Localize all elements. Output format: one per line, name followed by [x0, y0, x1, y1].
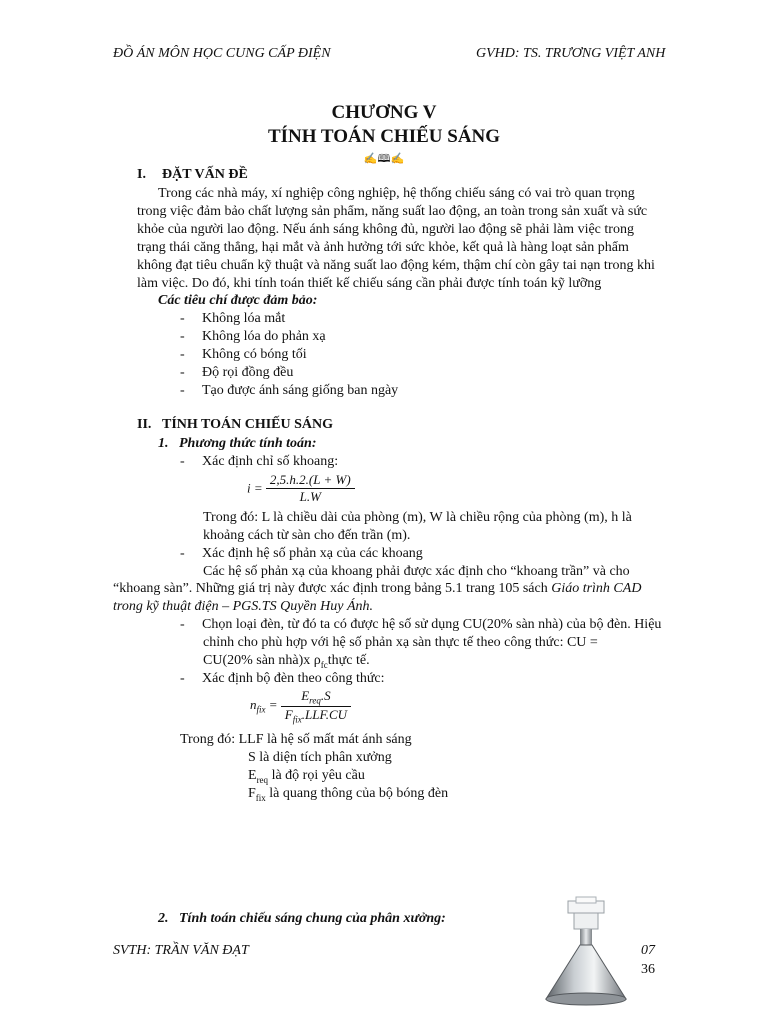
formula-fixture-count: $n_{fix}$ = $\frac{E_{req}.S}{F_{fix}.LLF.CU}$: [250, 688, 351, 724]
header-course-title: ĐỒ ÁN MÔN HỌC CUNG CẤP ĐIỆN: [113, 46, 331, 61]
where-line: Trong đó: LLF là hệ số mất mát ánh sáng: [180, 732, 412, 747]
footer-student: SVTH: TRẦN VĂN ĐẠT: [113, 943, 249, 958]
industrial-lamp-image: [540, 895, 632, 1007]
reflectance-paragraph-line: “khoang sàn”. Những giá trị này được xác định trong bảng 5.1 trang 105 sách Giáo trình CAD: [113, 581, 642, 596]
chapter-ornament: ✍🕮✍: [363, 153, 405, 165]
bullet-select-lamp: - Chọn loại đèn, từ đó ta có được hệ số sử dụng CU(20% sàn nhà) của bộ đèn. Hiệu: [180, 617, 662, 632]
section1-paragraph-line: trong việc đảm bảo chất lượng sản phẩm, năng suất lao động, an toàn trong sản xuất và sức: [137, 204, 648, 219]
bullet-room-index: - Xác định chỉ số khoang:: [180, 454, 339, 469]
formula-room-index: i = $\frac{2,5.h.2.(L + W)}{L.W}$: [247, 472, 355, 505]
footer-page-number: 07: [641, 943, 655, 958]
subsection2-title: 2. Tính toán chiếu sáng chung của phân xưởng:: [158, 911, 446, 926]
header-advisor: GVHD: TS. TRƯƠNG VIỆT ANH: [476, 46, 666, 61]
criteria-item: - Không có bóng tối: [180, 347, 307, 362]
section1-paragraph-line: làm việc. Do đó, khi tính toán thiết kế chiếu sáng cần phải được tính toán kỹ lưỡng: [137, 276, 602, 291]
where-line: $F_{fix}$ là quang thông của bộ bóng đèn: [248, 786, 449, 803]
section1-heading: ĐẶT VẤN ĐỀ: [162, 167, 248, 182]
subsection1-title: 1. Phương thức tính toán:: [158, 436, 317, 451]
criteria-item: - Không lóa mắt: [180, 311, 286, 326]
section2-heading: TÍNH TOÁN CHIẾU SÁNG: [162, 417, 334, 432]
footer-page-total: 36: [641, 962, 655, 977]
criteria-title: Các tiêu chí được đảm bảo:: [158, 293, 318, 308]
select-lamp-line: CU(20% sàn nhà)x $\rho_{fc}thực$ tế.: [203, 653, 370, 670]
criteria-item: - Tạo được ánh sáng giống ban ngày: [180, 383, 399, 398]
criteria-item: - Độ rọi đồng đều: [180, 365, 294, 380]
formula-room-index-numerator: 2,5.h.2.(L + W): [266, 472, 355, 489]
where-line: $E_{req}$ là độ rọi yêu cầu: [248, 768, 365, 785]
explain-room-index-line: khoảng cách từ sàn cho đến trần (m).: [203, 528, 411, 543]
chapter-title: TÍNH TOÁN CHIẾU SÁNG: [267, 126, 501, 147]
bullet-reflectance: - Xác định hệ số phản xạ của các khoang: [180, 546, 423, 561]
reflectance-paragraph-line: Các hệ số phản xạ của khoang phải được xác định cho “khoang trần” và cho: [203, 564, 630, 579]
bullet-fixture-count: - Xác định bộ đèn theo công thức:: [180, 671, 385, 686]
section1-paragraph-line: không đạt tiêu chuẩn kỹ thuật và năng suất lao động kém, thậm chí còn gây tai nạn trong khi: [137, 258, 655, 273]
section1-heading-number: I.: [137, 167, 146, 182]
section1-paragraph-line: Trong các nhà máy, xí nghiệp công nghiệp, hệ thống chiếu sáng có vai trò quan trọng: [158, 186, 635, 201]
section1-paragraph-line: khỏe của người lao động. Nếu ánh sáng không đủ, người lao động sẽ phải làm việc trong: [137, 222, 634, 237]
select-lamp-line: chỉnh cho phù hợp với hệ số phản xạ sàn thực tế theo công thức: CU =: [203, 635, 598, 650]
section1-paragraph-line: trạng thái căng thẳng, hại mắt và ảnh hưởng tới sức khỏe, kết quả là hàng loạt sản phẩm: [137, 240, 629, 255]
criteria-item: - Không lóa do phản xạ: [180, 329, 326, 344]
formula-room-index-denominator: L.W: [299, 489, 321, 504]
section2-heading-number: II.: [137, 417, 152, 432]
formula-fixture-count-denominator: $F_{fix}.LLF.CU$: [284, 706, 348, 725]
where-line: S là diện tích phân xưởng: [248, 750, 392, 765]
formula-fixture-count-numerator: $E_{req}.S$: [281, 688, 351, 707]
reflectance-paragraph-line: trong kỹ thuật điện – PGS.TS Quyền Huy Ánh.: [113, 599, 373, 614]
explain-room-index-line: Trong đó: L là chiều dài của phòng (m), W là chiều rộng của phòng (m), h là: [203, 510, 632, 525]
chapter-number: CHƯƠNG V: [331, 102, 437, 123]
